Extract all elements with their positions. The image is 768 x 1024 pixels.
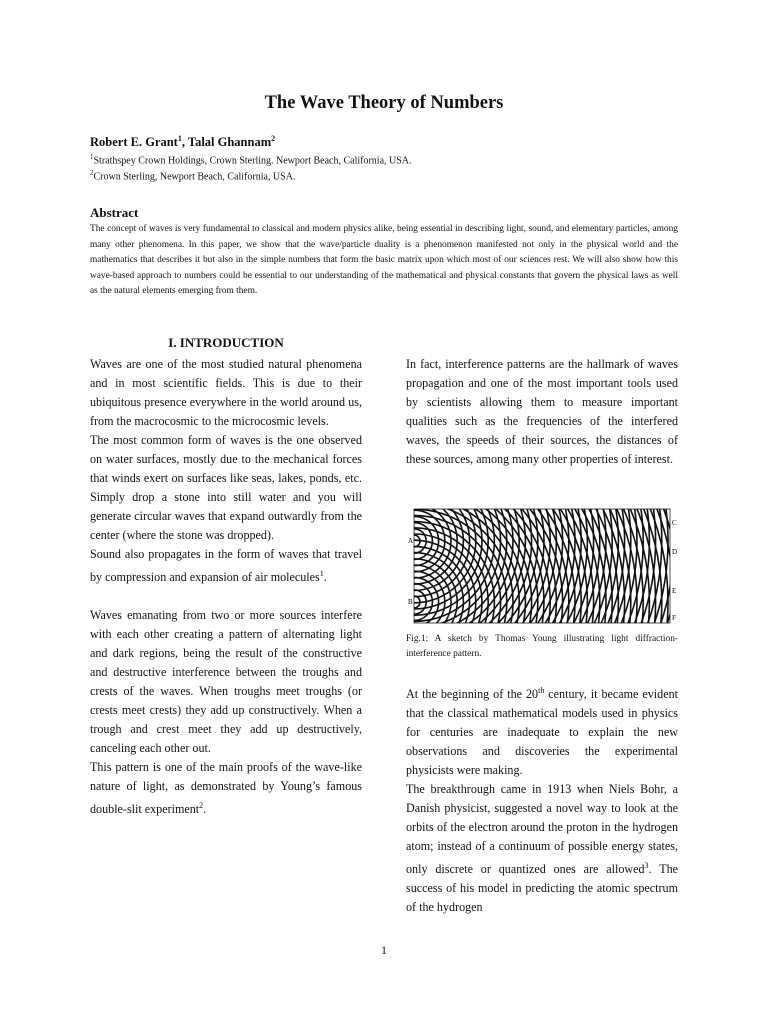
page-number: 1 (381, 943, 387, 957)
footnote-ref-1: 1 (319, 569, 324, 578)
affiliation-2-marker: 2 (90, 169, 94, 177)
figure-label-b: B (408, 598, 413, 606)
author-2-name: Talal Ghannam (187, 135, 272, 150)
author-separator: , (181, 135, 188, 150)
intro-paragraph-4: Waves emanating from two or more sources interfere with each other creating a pattern of alternating light and dark regions, being the result of the constructive and destructive interference between the troughs and crests of the waves. When troughs meet troughs (or crests meet crests) they add up constructively. When a trough and crest meet they add up destructively, canceling each other out. (90, 608, 362, 756)
para-text-pre: The breakthrough came in 1913 when Niels Bohr, a Danish physicist, suggested a novel way to look at the orbits of the electron around the proton in the hydrogen atom; instead of a continuum of possible energy states, only discrete or quantized ones are allowed (406, 782, 678, 877)
ordinal-superscript: th (538, 686, 545, 695)
intro-paragraph-5-text: This pattern is one of the main proofs of the wave-like nature of light, as demonstrated by Young’s famous double-slit experiment (90, 760, 362, 817)
bohr-paragraph (406, 780, 678, 917)
affiliation-2-text: Crown Sterling, Newport Beach, California, USA. (93, 171, 296, 183)
footnote-ref-3: 3 (644, 861, 649, 871)
footnote-ref-2: 2 (199, 801, 204, 811)
twentieth-century-paragraph (406, 681, 678, 780)
figure-label-e: E (672, 587, 677, 595)
figure-label-d: D (672, 548, 678, 556)
affiliation-1-text: Strathspey Crown Holdings, Crown Sterling. Newport Beach, California, USA. (93, 155, 412, 167)
right-column-bottom (406, 681, 678, 917)
intro-paragraph-3: Sound also propagates in the form of waves that travel by compression and expansion of air molecules$^1$. (90, 547, 362, 585)
paper-title: The Wave Theory of Numbers (264, 93, 504, 113)
abstract-text: The concept of waves is very fundamental to classical and modern physics alike, being essential in describing light, sound, and elementary particles, among many other phenomena. In this paper, we show that the wave/particle duality is a phenomenon manifested not only in the physical world and the mathematics that describes it but also in the simple numbers that form the basic matrix upon which most of our sciences rest. We will also show how this wave-based approach to numbers could be essential to our understanding of the mathematical and physical constants that govern the physical laws as well as the natural elements emerging from them. (90, 224, 678, 297)
abstract-heading: Abstract (90, 205, 139, 220)
author-1-name: Robert E. Grant (90, 135, 178, 150)
affiliation-1 (90, 153, 412, 166)
author-line (90, 134, 275, 150)
right-column-top (406, 355, 678, 469)
affiliation-2 (90, 169, 295, 182)
intro-paragraph-5: This pattern is one of the main proofs of the wave-like nature of light, as demonstrated by Young’s famous double-slit experiment$^2$. (90, 760, 362, 817)
figure-label-a: A (408, 537, 414, 545)
figure-label-c: C (672, 519, 677, 527)
author-1-affil-marker: 1 (177, 134, 182, 143)
figure-label-f: F (672, 614, 676, 622)
young-interference-figure (406, 505, 678, 627)
left-column (90, 355, 362, 819)
section-heading-introduction: I. INTRODUCTION (168, 335, 284, 350)
para-text-pre: At the beginning of the 20 (406, 687, 539, 702)
author-2-affil-marker: 2 (271, 134, 276, 143)
interference-paragraph: In fact, interference patterns are the hallmark of waves propagation and one of the most important tools used by scientists allowing them to measure important qualities such as the frequencies of the interfered waves, the speeds of their sources, the distances of these sources, among many other properties of interest. (406, 357, 678, 466)
intro-paragraph-1: Waves are one of the most studied natural phenomena and in most scientific fields. This is due to their ubiquitous presence everywhere in the world around us, from the macrocosmic to the microcosmic levels. (90, 357, 362, 428)
intro-paragraph-3-text: Sound also propagates in the form of waves that travel by compression and expansion of air molecules (90, 547, 362, 585)
para-text-post: century, it became evident that the classical mathematical models used in physics for centuries are inadequate to explain the new observations and discoveries the experimental physicists were making. (406, 687, 678, 778)
affiliation-1-marker: 1 (90, 153, 94, 161)
intro-paragraph-2: The most common form of waves is the one observed on water surfaces, mostly due to the mechanical forces that winds exert on surfaces like seas, lakes, ponds, etc. Simply drop a stone into still water and you will generate circular waves that expand outwardly from the center (where the stone was dropped). (90, 433, 362, 542)
para-text-post: . The success of his model in predicting the atomic spectrum of the hydrogen (406, 862, 678, 915)
figure-caption: Fig.1: A sketch by Thomas Young illustrating light diffraction-interference pattern. (406, 634, 678, 659)
